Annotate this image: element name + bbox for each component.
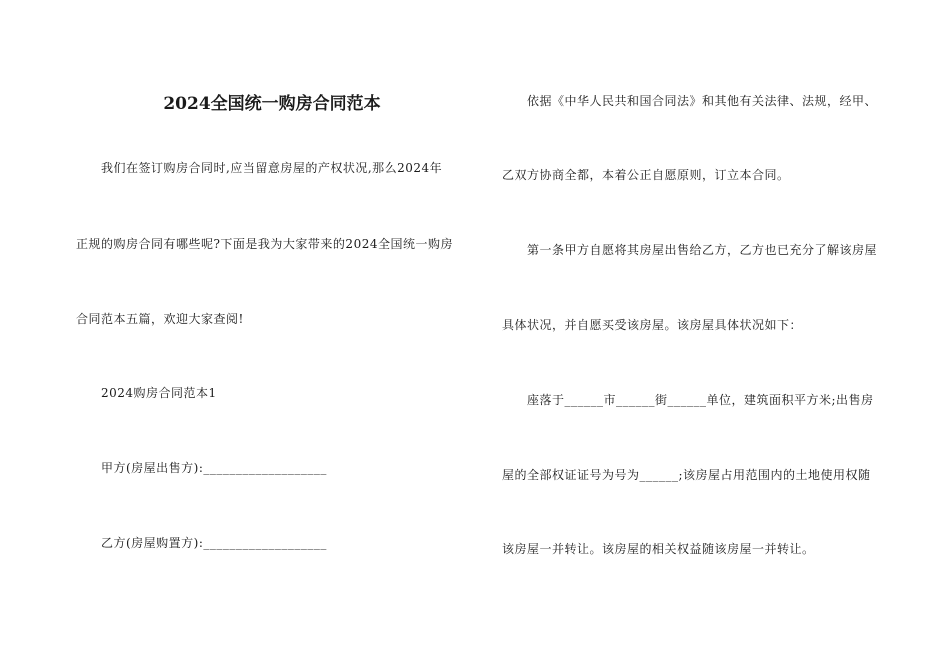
party-b-line: 乙方(房屋购置方):___________________ — [101, 536, 327, 550]
section-heading: 2024购房合同范本1 — [101, 386, 217, 400]
body-line-3: 第一条甲方自愿将其房屋出售给乙方，乙方也已充分了解该房屋 — [527, 243, 878, 257]
party-a-line: 甲方(房屋出售方):___________________ — [101, 461, 327, 475]
body-line-6: 屋的全部权证证号为号为______;该房屋占用范围内的土地使用权随 — [502, 468, 871, 482]
body-line-4: 具体状况，并自愿买受该房屋。该房屋具体状况如下： — [502, 318, 803, 332]
body-line-7: 该房屋一并转让。该房屋的相关权益随该房屋一并转让。 — [502, 542, 815, 556]
body-line-2: 乙双方协商全都，本着公正自愿原则，订立本合同。 — [502, 168, 790, 182]
body-line-1: 依据《中华人民共和国合同法》和其他有关法律、法规，经甲、 — [527, 94, 878, 108]
intro-line-3: 合同范本五篇，欢迎大家查阅! — [76, 312, 244, 326]
body-line-5: 座落于______市______街______单位，建筑面积平方米;出售房 — [527, 393, 874, 407]
intro-line-2: 正规的购房合同有哪些呢?下面是我为大家带来的2024全国统一购房 — [76, 237, 453, 251]
document-title: 2024全国统一购房合同范本 — [163, 94, 381, 114]
intro-line-1: 我们在签订购房合同时,应当留意房屋的产权状况,那么2024年 — [101, 161, 443, 175]
